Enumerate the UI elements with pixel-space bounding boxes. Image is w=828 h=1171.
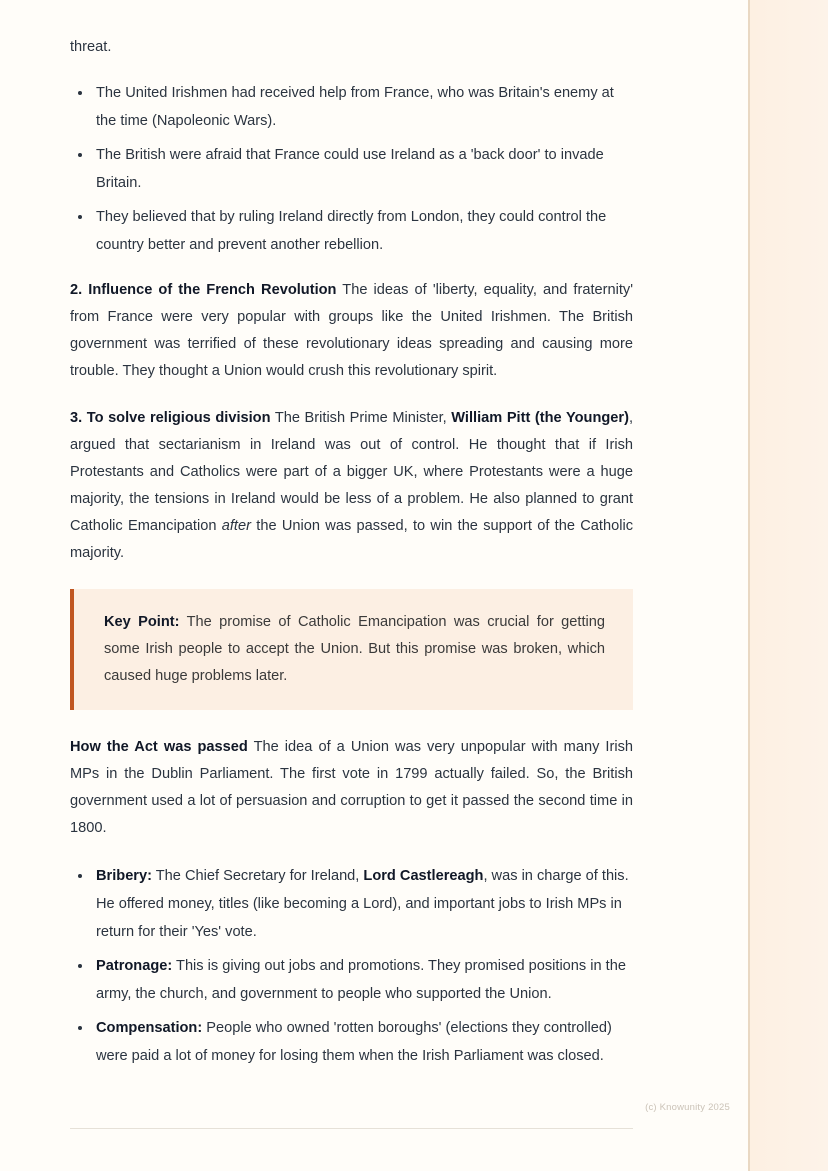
method-label: Patronage: — [96, 958, 173, 974]
section-3-body-2: , argued that sectarianism in Ireland was out of control. He thought that if Irish Protestants and Catholics were part of a bigger UK, where Protestants were a huge majority, the tensions in Ireland would be less of a problem. He also planned to grant Catholic Emancipation — [70, 410, 633, 534]
how-passed-paragraph — [70, 734, 633, 842]
how-passed-heading: How the Act was passed — [70, 739, 248, 755]
key-point-text: The promise of Catholic Emancipation was crucial for getting some Irish people to accept the Union. But this promise was broken, which caused huge problems later. — [104, 614, 605, 684]
copyright-note: (c) Knowunity 2025 — [645, 1102, 730, 1113]
list-item: They believed that by ruling Ireland directly from London, they could control the country better and prevent another rebellion. — [70, 203, 633, 259]
after-emphasis: after — [221, 518, 251, 534]
list-item — [70, 862, 633, 946]
section-3-body-1: The British Prime Minister, — [270, 410, 452, 426]
section-3-heading: 3. To solve religious division — [70, 410, 271, 426]
method-text-2: , was in charge of this. He offered money, titles (like becoming a Lord), and important jobs to Irish MPs in return for their 'Yes' vote. — [96, 868, 629, 940]
method-label: Bribery: — [96, 868, 152, 884]
methods-list — [70, 862, 633, 1070]
william-pitt-name: William Pitt (the Younger) — [451, 410, 629, 426]
list-item: The British were afraid that France could use Ireland as a 'back door' to invade Britain. — [70, 141, 633, 197]
key-point-paragraph — [104, 609, 605, 690]
list-item: The United Irishmen had received help from France, who was Britain's enemy at the time (Napoleonic Wars). — [70, 79, 633, 135]
section-2-heading: 2. Influence of the French Revolution — [70, 282, 337, 298]
reasons-list — [70, 79, 633, 259]
list-item — [70, 1014, 633, 1070]
method-text-1: The Chief Secretary for Ireland, — [151, 868, 364, 884]
method-text-1: People who owned 'rotten boroughs' (elections they controlled) were paid a lot of money for losing them when the Irish Parliament was closed. — [96, 1020, 612, 1064]
page-bottom-divider — [70, 1128, 633, 1129]
section-3-body-3: the Union was passed, to win the support of the Catholic majority. — [70, 518, 633, 561]
continued-paragraph: threat. — [70, 39, 112, 55]
how-passed-body: The idea of a Union was very unpopular with many Irish MPs in the Dublin Parliament. The first vote in 1799 actually failed. So, the British government used a lot of persuasion and corruption to get it passed the second time in 1800. — [70, 739, 633, 836]
section-2-paragraph — [70, 277, 633, 385]
list-item — [70, 952, 633, 1008]
section-3-paragraph — [70, 405, 633, 567]
method-text-1: This is giving out jobs and promotions. They promised positions in the army, the church, and government to people who supported the Union. — [96, 958, 626, 1002]
method-label: Compensation: — [96, 1020, 203, 1036]
key-point-callout — [70, 589, 633, 710]
section-2-body: The ideas of 'liberty, equality, and fraternity' from France were very popular with groups like the United Irishmen. The British government was terrified of these revolutionary ideas spreading and causing more trouble. They thought a Union would crush this revolutionary spirit. — [70, 282, 633, 379]
key-point-label: Key Point: — [104, 614, 180, 630]
method-bold-inline: Lord Castlereagh — [363, 868, 484, 884]
